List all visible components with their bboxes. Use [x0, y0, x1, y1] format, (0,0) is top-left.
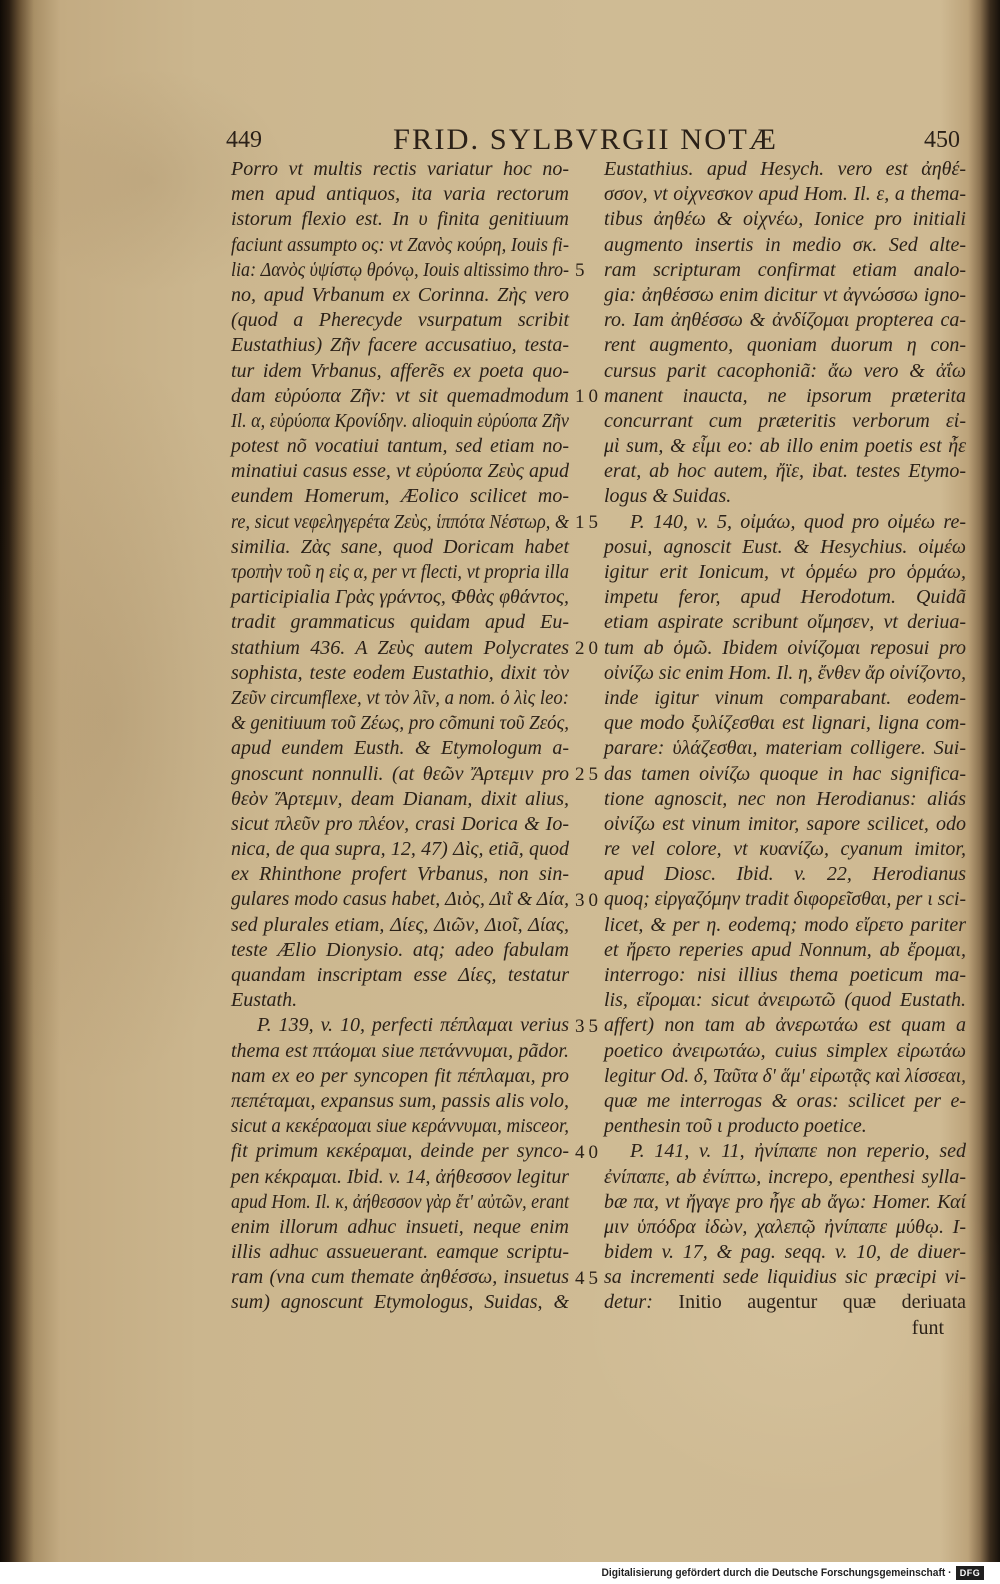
text-line: [604, 459, 966, 484]
text-line: [231, 736, 569, 761]
text-line: [604, 812, 966, 837]
line-text: ram (vna cum themate ἀηθέσσω, insuetus: [231, 1266, 569, 1289]
digitization-credit: Digitalisierung gefördert durch die Deutsche Forschungsgemeinschaft ·: [602, 1567, 952, 1579]
text-line: [231, 333, 569, 358]
text-line: [231, 686, 569, 711]
line-text: Eustathius) Ζῆν facere accusatiuo, testa-: [231, 334, 569, 357]
line-text: illis adhuc assueuerant. eamque scriptu-: [231, 1241, 569, 1264]
text-line: [231, 585, 569, 610]
line-text: eundem Homerum, Æolico scilicet mo-: [231, 485, 569, 508]
line-text: participialia Γρὰς γράντος, Φθὰς φθάντος,: [231, 586, 569, 609]
text-line: [604, 1290, 966, 1315]
text-line: [231, 308, 569, 333]
line-text: τροπὴν τοῦ η εἰς α, per ντ flecti, vt propria illa: [231, 561, 569, 583]
text-line: [604, 1039, 966, 1064]
line-text: teste Ælio Dionysio. atq; adeo fabulam: [231, 938, 569, 961]
line-text: μὶ sum, & εἶμι eo: ab illo enim poetis est ἦε: [604, 435, 966, 458]
line-text: gulares modo casus habet, Διὸς, Διῒ & Δία,: [231, 888, 569, 911]
text-line: [604, 157, 966, 182]
text-line: [231, 434, 569, 459]
line-text: bæ πα, vt ἤγαγε pro ἦγε ab ἄγω: Homer. Καί: [604, 1190, 966, 1213]
line-text: potest nõ vocatiui tantum, sed etiam no-: [231, 435, 569, 458]
text-line: [231, 283, 569, 308]
text-line: [604, 787, 966, 812]
line-number: 40: [575, 1141, 602, 1163]
text-line: [604, 1139, 966, 1164]
line-number: 20: [575, 637, 602, 659]
text-line: [604, 963, 966, 988]
line-text: quandam inscriptam esse Δίες, testatur: [231, 964, 569, 986]
text-line: [231, 182, 569, 207]
text-line: [604, 1089, 966, 1114]
text-line: [231, 1013, 569, 1038]
line-text: cursus parit cacophoniã: ἄω vero & ἀΐω: [604, 359, 966, 382]
line-text: apud Hom. Il. κ, ἀήθεσσον γὰρ ἔτ' αὐτῶν, erant: [231, 1190, 569, 1213]
text-line: [604, 283, 966, 308]
line-text: thema est πτάομαι siue πετάννυμαι, pãdor.: [231, 1039, 569, 1062]
text-line: [604, 686, 966, 711]
running-title: FRID. SYLBVRGII NOTÆ: [393, 123, 778, 156]
line-text: pen κέκραμαι. Ibid. v. 14, ἀήθεσσον legitur: [231, 1165, 569, 1188]
text-line: [231, 258, 569, 283]
text-line: [231, 1215, 569, 1240]
dfg-logo-icon: DFG: [956, 1566, 984, 1580]
text-line: [231, 1064, 569, 1089]
line-text: penthesin τοῦ ι producto poetice.: [604, 1115, 867, 1138]
text-line: [604, 384, 966, 409]
text-line: [231, 862, 569, 887]
line-text: lia: Δανὸς ὑψίστῳ θρόνῳ, Iouis altissimo thro-: [231, 258, 569, 281]
line-text: (quod a Pherecyde vsurpatum scribit: [231, 309, 569, 332]
text-line: [604, 510, 966, 535]
line-text: tibus ἀηθέω & οἰχνέω, Ionice pro initiali: [604, 208, 966, 231]
line-number: 5: [575, 259, 589, 281]
text-line: [231, 988, 569, 1013]
text-line: [231, 1240, 569, 1265]
line-text: minatiui casus esse, vt εὐρύοπα Ζεὺς apud: [231, 460, 569, 483]
text-line: [604, 887, 966, 912]
text-line: [604, 1190, 966, 1215]
text-line: [604, 535, 966, 560]
line-text: interrogo: nisi illius thema poeticum ma-: [604, 964, 966, 986]
line-text: sicut a κεκέραομαι siue κεράννυμαι, misceor,: [231, 1115, 569, 1138]
line-text: sum) agnoscunt Etymologus, Suidas, &: [231, 1291, 569, 1314]
line-text: ro. Iam ἀηθέσσω & ἀνδίζομαι propterea ca-: [604, 309, 966, 332]
line-text: etiam aspirate scribunt οἴμησεν, vt deriua-: [604, 611, 966, 634]
text-line: [231, 661, 569, 686]
line-text: οἰνίζω est vinum imitor, sapore scilicet, odo: [604, 812, 966, 835]
line-text: Ζεῦν circumflexe, vt τὸν λῖν, a nom. ὁ λὶς leo:: [231, 686, 569, 709]
text-line: [231, 636, 569, 661]
line-number: 15: [575, 511, 602, 533]
text-line: [231, 610, 569, 635]
text-segment: detur:: [604, 1291, 653, 1314]
text-line: [231, 535, 569, 560]
text-line: [604, 938, 966, 963]
line-text: enim illorum adhuc insueti, neque enim: [231, 1215, 569, 1238]
line-text: posui, agnoscit Eust. & Hesychius. οἰμέω: [604, 535, 966, 558]
text-line: [604, 913, 966, 938]
line-text: dam εὐρύοπα Ζῆν: vt sit quemadmodum: [231, 384, 569, 407]
line-text: πεπέταμαι, expansus sum, passis alis volo,: [231, 1089, 569, 1112]
right-page-number: 450: [924, 127, 960, 153]
text-line: [231, 1190, 569, 1215]
line-text: P. 139, v. 10, perfecti πέπλαμαι verius: [257, 1014, 569, 1037]
text-line: [604, 661, 966, 686]
line-text: nam ex eo per syncopen fit πέπλαμαι, pro: [231, 1064, 569, 1087]
text-line: [231, 459, 569, 484]
text-line: [231, 1265, 569, 1290]
text-line: [231, 1114, 569, 1139]
text-line: [604, 610, 966, 635]
line-text: das tamen οἰνίζω quoque in hac significa-: [604, 762, 966, 785]
text-line: [604, 1215, 966, 1240]
text-line: [231, 157, 569, 182]
line-text: gia: ἀηθέσσω enim dicitur vt ἀγνώσσω igno-: [604, 283, 966, 306]
left-page-number: 449: [226, 127, 262, 153]
line-text: affert) non tam ab ἀνερωτάω est quam a: [604, 1014, 966, 1037]
text-line: [604, 560, 966, 585]
line-text: ex Rhinthone profert Vrbanus, non sin-: [231, 863, 569, 886]
line-text: similia. Ζὰς sane, quod Doricam habet: [231, 535, 569, 558]
line-text: et ἤρετο reperies apud Nonnum, ab ἔρομαι,: [604, 938, 966, 961]
line-text: que modo ξυλίζεσθαι est lignari, ligna com-: [604, 712, 966, 735]
text-line: [604, 233, 966, 258]
text-line: [231, 484, 569, 509]
line-text: no, apud Vrbanum ex Corinna. Ζὴς vero: [231, 283, 569, 306]
line-text: sophista, teste eodem Eustathio, dixit τὸν: [231, 661, 569, 684]
text-line: [604, 1064, 966, 1089]
line-text: sicut πλεῦν pro πλέον, crasi Dorica & Io-: [231, 812, 569, 835]
text-line: [231, 1039, 569, 1064]
line-text: tur idem Vrbanus, afferẽs ex poeta quo-: [231, 359, 569, 382]
line-text: augmento insertis in medio σκ. Sed alte-: [604, 233, 966, 256]
line-text: bidem v. 17, & pag. seqq. v. 10, de diuer-: [604, 1241, 966, 1264]
text-line: [604, 762, 966, 787]
line-text: σσον, vt οἰχνεσκον apud Hom. Il. ε, a thema-: [604, 183, 966, 206]
line-text: apud eundem Eusth. & Etymologum a-: [231, 737, 569, 760]
line-text: re, sicut νεφεληγερέτα Ζεὺς, ἱππότα Νέστωρ, &: [231, 510, 569, 533]
line-text: impetu feror, apud Herodotum. Quidã: [604, 586, 966, 609]
line-number: 10: [575, 385, 602, 407]
text-line: [231, 887, 569, 912]
text-line: [231, 1139, 569, 1164]
text-line: [604, 1240, 966, 1265]
line-text: ἐνίπαπε, ab ἐνίπτω, increpo, epenthesi sylla-: [604, 1165, 966, 1188]
text-line: [604, 736, 966, 761]
line-text: P. 141, v. 11, ἠνίπαπε non reperio, sed: [630, 1140, 966, 1163]
line-text: tum ab ὁμῶ. Ibidem οἰνίζομαι reposui pro: [604, 636, 966, 659]
text-line: [231, 711, 569, 736]
line-text: nica, de qua supra, 12, 47) Δὶς, etiã, quod: [231, 838, 569, 861]
line-number: 25: [575, 763, 602, 785]
text-line: [231, 938, 569, 963]
text-line: [231, 837, 569, 862]
text-line: [604, 308, 966, 333]
line-text: licet, & per η. eodemq; modo εἴρετο pariter: [604, 913, 966, 936]
text-line: [604, 837, 966, 862]
text-line: [604, 333, 966, 358]
text-line: [231, 1089, 569, 1114]
line-number: 35: [575, 1015, 602, 1037]
line-text: & genitiuum τοῦ Ζέως, pro cõmuni τοῦ Ζεός,: [231, 712, 569, 735]
text-line: [231, 233, 569, 258]
line-text: manent inaucta, ne ipsorum præterita: [604, 384, 966, 407]
text-line: [604, 1114, 966, 1139]
text-line: [604, 484, 966, 509]
line-text: sa incrementi sede liquidius sic præcipi vi-: [604, 1266, 966, 1289]
line-text: faciunt assumpto ος: vt Ζανὸς κούρη, Iouis fi-: [231, 233, 569, 256]
text-segment: Initio augentur quæ deriuata: [652, 1291, 966, 1314]
left-text-column: [231, 157, 569, 1316]
line-text: quæ me interrogas & oras: scilicet per e-: [604, 1089, 966, 1112]
line-text: οἰνίζω sic enim Hom. Il. η, ἔνθεν ἄρ οἰνίζοντο,: [604, 661, 966, 684]
line-text: P. 140, v. 5, οἰμάω, quod pro οἰμέω re-: [630, 510, 966, 533]
text-line: [604, 434, 966, 459]
text-line: [604, 182, 966, 207]
line-text: parare: ὑλάζεσθαι, materiam colligere. Sui-: [604, 737, 966, 760]
line-text: concurrant cum præteritis verborum εἰ-: [604, 409, 966, 432]
line-text: legitur Od. δ, Ταῦτα δ' ἅμ' εἰρωτᾷς καὶ λίσσεαι,: [604, 1064, 966, 1087]
text-line: [604, 585, 966, 610]
text-line: [231, 762, 569, 787]
text-line: [604, 359, 966, 384]
text-line: [604, 207, 966, 232]
text-line: [604, 988, 966, 1013]
line-text: Il. α, εὐρύοπα Κρονίδην. alioquin εὐρύοπα Ζῆν: [231, 409, 569, 432]
line-text: re vel colore, vt κυανίζω, cyanum imitor,: [604, 838, 966, 861]
text-line: [604, 258, 966, 283]
line-text: apud Diosc. Ibid. v. 22, Herodianus: [604, 863, 966, 886]
text-line: [231, 359, 569, 384]
line-text: fit primum κεκέραμαι, deinde per synco-: [231, 1140, 569, 1163]
line-text: erat, ab hoc autem, ἤϊε, ibat. testes Etymo-: [604, 460, 966, 483]
line-number: 45: [575, 1267, 602, 1289]
line-text: Eustath.: [231, 989, 298, 1012]
right-text-column: [604, 157, 966, 1316]
text-line: [604, 711, 966, 736]
line-text: θεὸν Ἄρτεμιν, deam Dianam, dixit alius,: [231, 787, 569, 810]
line-text: lis, εἴρομαι: sicut ἀνειρωτῶ (quod Eustath.: [604, 989, 966, 1012]
text-line: [231, 787, 569, 812]
catchword: funt: [911, 1317, 944, 1339]
text-line: [231, 560, 569, 585]
line-text: men apud antiquos, ita varia rectorum: [231, 183, 569, 206]
text-line: [231, 913, 569, 938]
line-text: logus & Suidas.: [604, 485, 732, 508]
text-line: [231, 510, 569, 535]
text-line: [604, 1265, 966, 1290]
line-text: quoq; εἰργαζόμην tradit διφορεῖσθαι, per ι sci-: [604, 888, 966, 911]
text-line: [604, 636, 966, 661]
line-number: 30: [575, 889, 602, 911]
line-text: stathium 436. A Ζεὺς autem Polycrates: [231, 636, 569, 659]
line-text: Eustathius. apud Hesych. vero est ἀηθέ-: [604, 158, 966, 180]
text-line: [231, 384, 569, 409]
line-text: igitur erit Ionicum, vt ὁρμέω pro ὁρμάω,: [604, 561, 966, 583]
line-text: Porro vt multis rectis variatur hoc no-: [231, 158, 569, 180]
text-line: [231, 1165, 569, 1190]
line-text: tione agnoscit, nec non Herodianus: aliás: [604, 787, 966, 810]
text-line: [231, 409, 569, 434]
line-text: rent augmento, quoniam duorum η con-: [604, 334, 966, 357]
line-text: tradit grammaticus quidam apud Eu-: [231, 611, 569, 634]
text-line: [604, 862, 966, 887]
text-line: [604, 1165, 966, 1190]
text-line: [231, 812, 569, 837]
line-text: poetico ἀνειρωτάω, cuius simplex εἰρωτάω: [604, 1039, 966, 1062]
line-text: [604, 1290, 966, 1315]
text-line: [231, 963, 569, 988]
line-text: inde igitur vinum comparabant. eodem-: [604, 686, 966, 709]
text-line: [604, 1013, 966, 1038]
line-text: ram scripturam confirmat etiam analo-: [604, 258, 966, 281]
line-text: sed plurales etiam, Δίες, Διῶν, Διοῖ, Δίας,: [231, 913, 569, 936]
text-line: [604, 409, 966, 434]
line-text: istorum flexio est. In υ finita genitiuum: [231, 208, 569, 231]
text-line: [231, 1290, 569, 1315]
line-text: μιν ὑπόδρα ἰδὼν, χαλεπῷ ἠνίπαπε μύθῳ. I-: [604, 1215, 966, 1238]
line-text: gnoscunt nonnulli. (at θεῶν Ἄρτεμιν pro: [231, 762, 569, 785]
text-line: [231, 207, 569, 232]
